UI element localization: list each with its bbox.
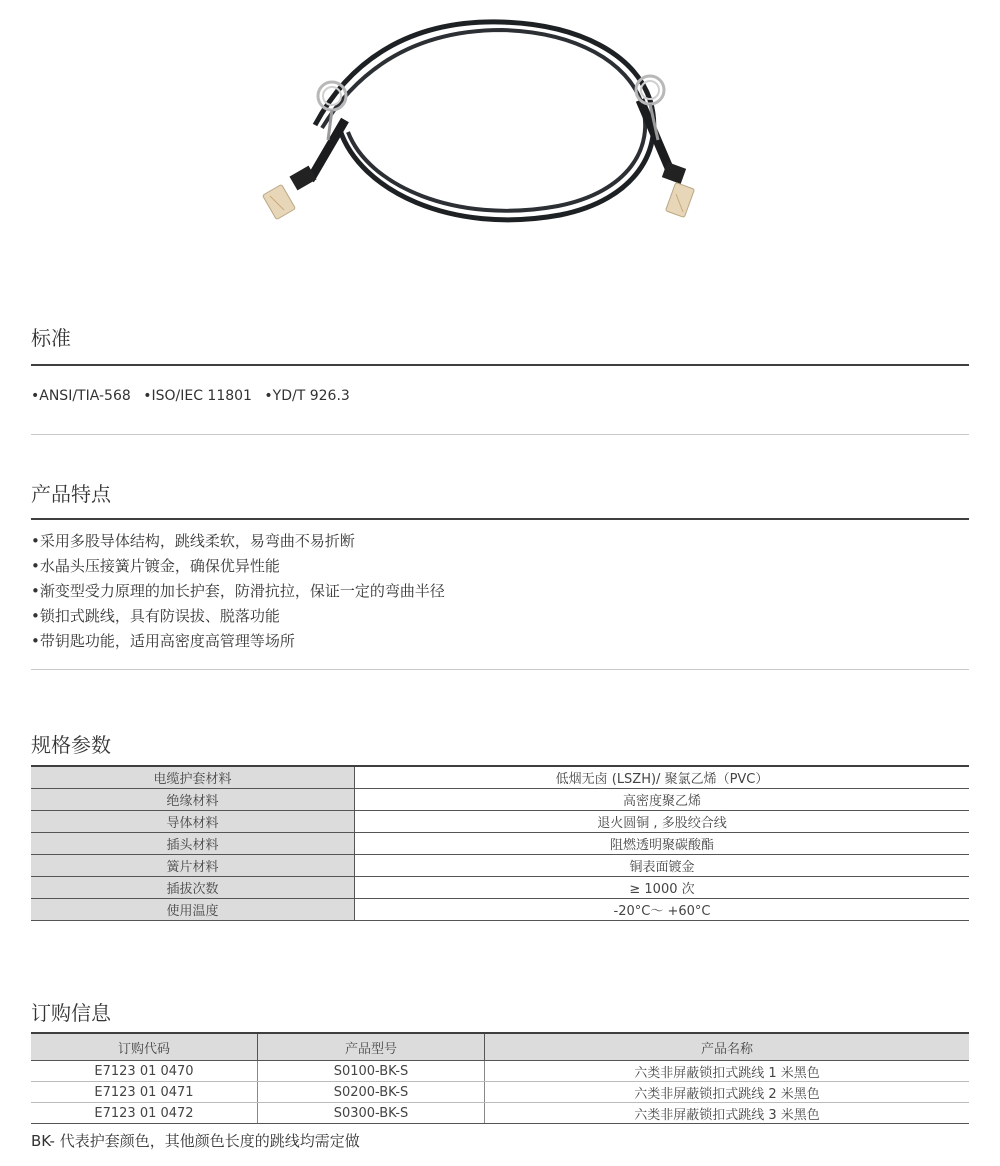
order-code: E7123 01 0470	[31, 1061, 258, 1082]
order-code: E7123 01 0472	[31, 1103, 258, 1124]
ordering-section	[31, 997, 969, 1026]
table-row	[31, 877, 969, 899]
spec-key: 插拔次数	[31, 877, 355, 899]
ordering-note: BK- 代表护套颜色，其他颜色长度的跳线均需定做	[31, 1132, 360, 1150]
spec-key: 插头材料	[31, 833, 355, 855]
spec-value: ≥ 1000 次	[355, 877, 970, 899]
specs-section	[31, 729, 969, 758]
standards-rule	[31, 364, 969, 366]
spec-value: 阻燃透明聚碳酸酯	[355, 833, 970, 855]
feature-item: •锁扣式跳线，具有防误拔、脱落功能	[31, 607, 280, 625]
table-row	[31, 833, 969, 855]
features-title: 产品特点	[31, 482, 111, 506]
table-row	[31, 1082, 969, 1103]
standards-section	[31, 322, 969, 366]
table-row	[31, 1061, 969, 1082]
product-name: 六类非屏蔽锁扣式跳线 3 米黑色	[485, 1103, 970, 1124]
product-name: 六类非屏蔽锁扣式跳线 1 米黑色	[485, 1061, 970, 1082]
spec-value: 高密度聚乙烯	[355, 789, 970, 811]
feature-item: •水晶头压接簧片镀金，确保优异性能	[31, 557, 280, 575]
spec-value: 低烟无卤 (LSZH)/ 聚氯乙烯（PVC）	[355, 766, 970, 789]
spec-key: 导体材料	[31, 811, 355, 833]
column-header: 产品型号	[258, 1033, 485, 1061]
features-section	[31, 478, 969, 520]
product-name: 六类非屏蔽锁扣式跳线 2 米黑色	[485, 1082, 970, 1103]
standards-title: 标准	[31, 326, 71, 350]
feature-item: •带钥匙功能，适用高密度高管理等场所	[31, 632, 295, 650]
order-code: E7123 01 0471	[31, 1082, 258, 1103]
table-row	[31, 855, 969, 877]
table-row	[31, 899, 969, 921]
standard-item: •YD/T 926.3	[264, 388, 350, 404]
spec-value: -20°C～ +60°C	[355, 899, 970, 921]
table-row	[31, 811, 969, 833]
ordering-title: 订购信息	[31, 1001, 111, 1025]
spec-key: 电缆护套材料	[31, 766, 355, 789]
divider	[31, 669, 969, 670]
model-number: S0300-BK-S	[258, 1103, 485, 1124]
spec-value: 铜表面镀金	[355, 855, 970, 877]
column-header: 订购代码	[31, 1033, 258, 1061]
table-row	[31, 766, 969, 789]
model-number: S0200-BK-S	[258, 1082, 485, 1103]
standard-item: •ANSI/TIA-568	[31, 388, 131, 404]
spec-value: 退火圆铜 , 多股绞合线	[355, 811, 970, 833]
feature-item: •采用多股导体结构，跳线柔软，易弯曲不易折断	[31, 532, 355, 550]
features-list	[31, 529, 445, 654]
feature-item: •渐变型受力原理的加长护套，防滑抗拉，保证一定的弯曲半径	[31, 582, 445, 600]
spec-key: 使用温度	[31, 899, 355, 921]
divider	[31, 434, 969, 435]
spec-key: 簧片材料	[31, 855, 355, 877]
specs-table	[31, 765, 969, 921]
table-row	[31, 789, 969, 811]
column-header: 产品名称	[485, 1033, 970, 1061]
standard-item: •ISO/IEC 11801	[143, 388, 252, 404]
patch-cable-image	[240, 0, 740, 240]
model-number: S0100-BK-S	[258, 1061, 485, 1082]
spec-key: 绝缘材料	[31, 789, 355, 811]
table-header-row	[31, 1033, 969, 1061]
specs-title: 规格参数	[31, 733, 111, 757]
features-rule	[31, 518, 969, 520]
standards-list	[31, 388, 358, 404]
ordering-table	[31, 1032, 969, 1124]
table-row	[31, 1103, 969, 1124]
